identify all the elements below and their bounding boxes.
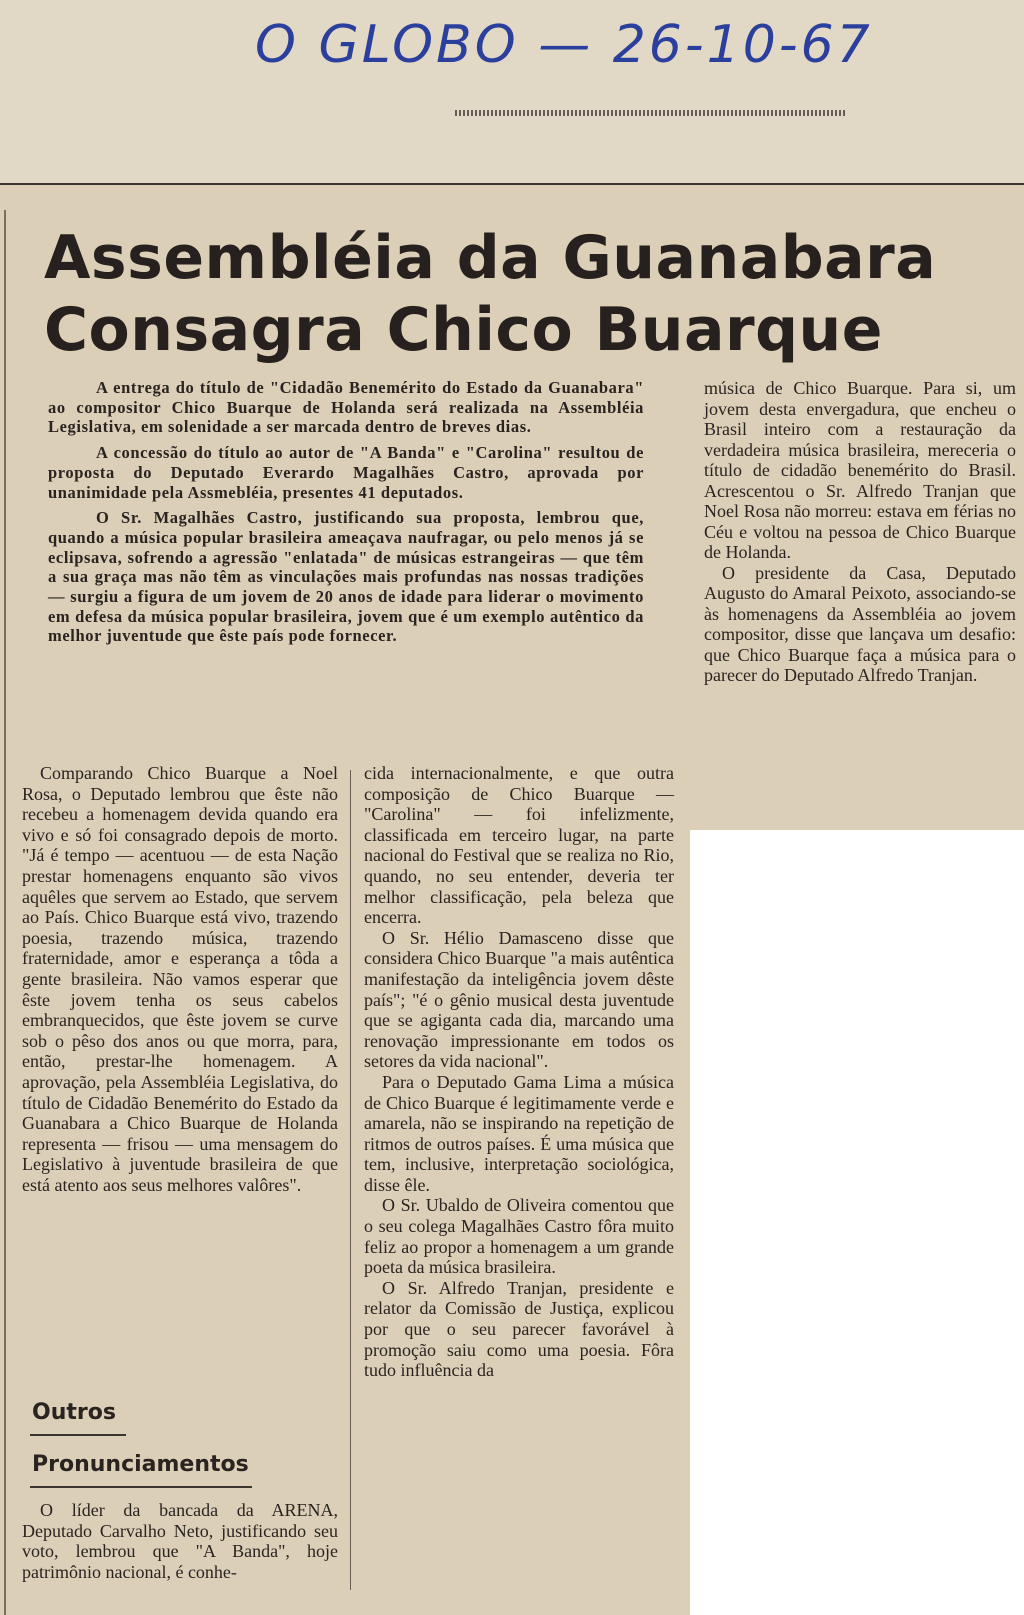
subheading-rule (30, 1434, 126, 1436)
right-column (704, 378, 1016, 686)
headline: Assembléia da Guanabara Consagra Chico Buarque (44, 223, 937, 365)
body-paragraph: O presidente da Casa, Deputado Augusto do Amaral Peixoto, associando-se às homenagens da Assembléia ao jovem compositor, disse que lançava um desafio: que Chico Buarque faça a música para o parecer do Deputado Alfredo Tranjan. (704, 562, 1016, 685)
top-rule (0, 183, 1024, 185)
handwritten-annotation: O GLOBO — 26-10-67 (255, 15, 873, 75)
lead-paragraphs (48, 378, 644, 646)
body-paragraph: música de Chico Buarque. Para si, um jovem desta envergadura, que encheu o Brasil inteiro com a restauração da verdadeira música brasileira, mereceria o título de cidadão benemérito do Brasil. Acrescentou o Sr. Alfredo Tranjan que Noel Rosa não morreu: estava em férias no Céu e voltou na pessoa de Chico Buarque de Holanda. (704, 378, 1016, 562)
left-rule (4, 210, 6, 1615)
subheading-outros: Outros (32, 1400, 116, 1425)
lead-paragraph: O Sr. Magalhães Castro, justificando sua proposta, lembrou que, quando a música popular brasileira ameaçava naufragar, ou pelo menos já se eclipsava, sofrendo a agressão "enlatada" de músicas estrangeiras — que têm a sua graça mas não têm as vinculações mais profundas nas nossas tradições — surgiu a figura de um jovem de 20 anos de idade para liderar o movimento em defesa da música popular brasileira, jovem que é um exemplo autêntico da melhor juventude que êste país pode fornecer. (48, 508, 644, 646)
body-paragraph: O Sr. Alfredo Tranjan, presidente e relator da Comissão de Justiça, explicou por que o seu parecer favorável à promoção saiu como uma poesia. Fôra tudo influência da (364, 1277, 674, 1381)
lead-paragraph: A entrega do título de "Cidadão Benemérito do Estado da Guanabara" ao compositor Chico Buarque de Holanda será realizada na Assembléia Legislativa, em solenidade a ser marcada dentro de breves dias. (48, 378, 644, 437)
column-1-continued (22, 1500, 338, 1582)
body-paragraph: Comparando Chico Buarque a Noel Rosa, o Deputado lembrou que êste não recebeu a homenagem devida quando era vivo e só foi consagrado depois de morto. "Já é tempo — acentuou — de esta Nação prestar homenagens enquanto são vivos aquêles que servem ao Estado, que servem ao País. Chico Buarque está vivo, trazendo poesia, trazendo música, trazendo fraternidade, amor e esperança a tôda a gente brasileira. Não vamos esperar que êste jovem tenha os seus cabelos embranquecidos, que êste jovem se curve sob o pêso dos anos ou que morra, para, então, prestar-lhe homenagem. A aprovação, pela Assembléia Legislativa, do título de Cidadão Benemérito do Estado da Guanabara a Chico Buarque de Holanda representa — frisou — uma mensagem do Legislativo à juventude brasileira de que está atento aos seus melhores valôres". (22, 763, 338, 1195)
column-divider (350, 770, 351, 1590)
body-paragraph: O líder da bancada da ARENA, Deputado Carvalho Neto, justificando seu voto, lembrou que "A Banda", hoje patrimônio nacional, é conhe- (22, 1500, 338, 1582)
column-2 (364, 763, 674, 1381)
subheading-rule (30, 1486, 252, 1488)
subheading-pronunciamentos: Pronunciamentos (32, 1452, 249, 1477)
body-paragraph: cida internacionalmente, e que outra composição de Chico Buarque — "Carolina" — foi infelizmente, classificada em terceiro lugar, na parte nacional do Festival que se realiza no Rio, quando, no seu entender, deveria ter melhor classificação, pela beleza que encerra. (364, 763, 674, 928)
column-1 (22, 763, 338, 1195)
stamp-mark (455, 110, 845, 116)
body-paragraph: Para o Deputado Gama Lima a música de Chico Buarque é legitimamente verde e amarela, não se inspirando na repetição de ritmos de outros países. É uma música que tem, inclusive, interpretação sociológica, disse êle. (364, 1071, 674, 1195)
lead-paragraph: A concessão do título ao autor de "A Banda" e "Carolina" resultou de proposta do Deputado Everardo Magalhães Castro, aprovada por unanimidade pela Assmebléia, presentes 41 deputados. (48, 443, 644, 502)
blank-area (690, 830, 1024, 1615)
body-paragraph: O Sr. Ubaldo de Oliveira comentou que o seu colega Magalhães Castro fôra muito feliz ao propor a homenagem a um grande poeta da música brasileira. (364, 1195, 674, 1278)
body-paragraph: O Sr. Hélio Damasceno disse que considera Chico Buarque "a mais autêntica manifestação da inteligência jovem dêste país"; "é o gênio musical desta juventude que se agiganta cada dia, marcando uma renovação impressionante em todos os setores da vida nacional". (364, 927, 674, 1072)
